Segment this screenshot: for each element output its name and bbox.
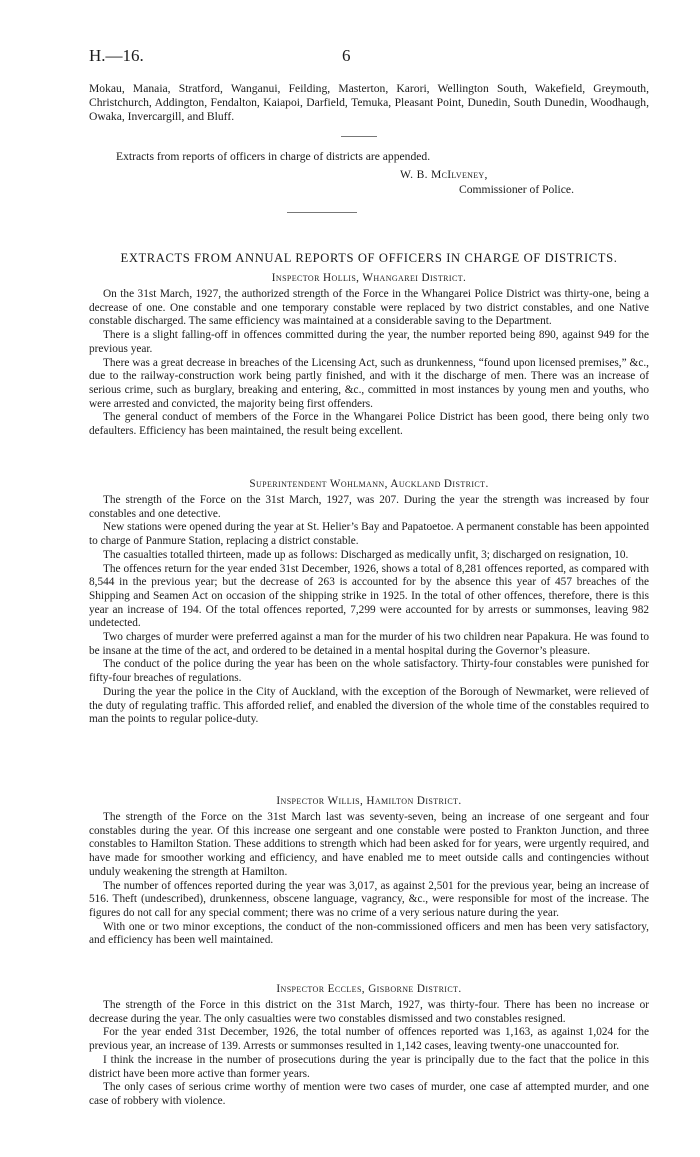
report-paragraph: The strength of the Force on the 31st March last was seventy-seven, being an increase of one sergeant and four constables during the year. Of this increase one sergeant and one constable were posted to Frankton Junction, and three constables to Hamilton Station. These additions to strength which had been asked for for years, were urgently required, and have made for smoother working and efficiency, and have enabled me to meet outside calls and contingencies without unduly weakening the strength at Hamilton. (89, 811, 649, 878)
district-heading: Inspector Willis, Hamilton District. (276, 795, 462, 807)
report-paragraph: With one or two minor exceptions, the conduct of the non-commissioned officers and men has been very satisfactory, and efficiency has been well maintained. (89, 920, 649, 947)
report-paragraph: There was a great decrease in breaches of the Licensing Act, such as drunkenness, “found upon licensed premises,” &c., due to the railway-construction work being partly finished, and with it the discharge of men. There was an increase of serious crime, such as burglary, breaking and entering, &c., committed in most instances by young men and youths, who were arrested and convicted, the majority being first offenders. (89, 356, 649, 410)
signature-block (400, 167, 574, 197)
report-paragraph: The casualties totalled thirteen, made up as follows: Discharged as medically unfit, 3; discharged on resignation, 10. (103, 548, 629, 561)
district-heading: Superintendent Wohlmann, Auckland District. (249, 478, 489, 490)
district-report (89, 288, 649, 439)
district-report (89, 494, 649, 727)
report-paragraph: During the year the police in the City of Auckland, with the exception of the Borough of Newmarket, were relieved of the duty of regulating traffic. This afforded relief, and enabled the diversion of the whole time of the constables required to man the points to regular police-duty. (89, 685, 649, 726)
report-paragraph: The offences return for the year ended 31st December, 1926, shows a total of 8,281 offences reported, as compared with 8,544 in the previous year; but the decrease of 263 is accounted for by the absence this year of 457 breaches of the Shipping and Seamen Act on occasion of the shipping strike in 1925. In the total of other offences, therefore, there is this year an increase of 194. Of the total offences reported, 7,299 were accounted for by arrests or summonses, leaving 982 undetected. (89, 562, 649, 630)
page-number: 6 (342, 46, 351, 65)
report-paragraph: For the year ended 31st December, 1926, the total number of offences reported was 1,163, as against 1,024 for the previous year, an increase of 139. Arrests or summonses resulted in 1,142 cases, leaving twenty-one unaccounted for. (89, 1026, 649, 1053)
district-heading: Inspector Eccles, Gisborne District. (276, 983, 462, 995)
extracts-note: Extracts from reports of officers in charge of districts are appended. (116, 150, 431, 163)
report-paragraph: There is a slight falling-off in offences committed during the year, the number reported being 890, against 949 for the previous year. (89, 329, 649, 355)
page-header (89, 46, 649, 66)
report-paragraph: The general conduct of members of the Force in the Whangarei Police District has been good, there being only two defaulters. Efficiency has been maintained, the result being excellent. (89, 411, 649, 438)
intro-paragraph: Mokau, Manaia, Stratford, Wanganui, Feilding, Masterton, Karori, Wellington South, Wakefield, Greymouth, Christchurch, Addington, Fendalton, Kaiapoi, Darfield, Temuka, Pleasant Point, Dunedin, South Dunedin, Woodhaugh, Owaka, Invercargill, and Bluff. (89, 82, 649, 124)
report-paragraph: The strength of the Force on the 31st March, 1927, was 207. During the year the strength was increased by four constables and one detective. (89, 494, 649, 520)
district-heading: Inspector Hollis, Whangarei District. (271, 272, 467, 284)
report-paragraph: New stations were opened during the year at St. Helier’s Bay and Papatoetoe. A permanent constable has been appointed to charge of Panmure Station, replacing a district constable. (89, 521, 649, 548)
report-paragraph: The number of offences reported during the year was 3,017, as against 2,501 for the previous year, being an increase of 516. Theft (undescribed), drunkenness, obscene language, vagrancy, &c., were responsible for most of the increase. The figures do not call for any special comment; there was no crime of a very serious nature during the year. (89, 879, 649, 919)
report-paragraph: Two charges of murder were preferred against a man for the murder of his two children near Papakura. He was found to be insane at the time of the act, and ordered to be detained in a mental hospital during the Governor’s pleasure. (89, 631, 649, 657)
report-paragraph: The only cases of serious crime worthy of mention were two cases of murder, one case af attempted murder, and one case of robbery with violence. (89, 1081, 649, 1107)
district-report (89, 811, 649, 948)
report-paragraph: On the 31st March, 1927, the authorized strength of the Force in the Whangarei Police District was thirty-one, being a decrease of one. One constable and one temporary constable were replaced by two district constables, and one Native constable discharged. The same efficiency was maintained at a considerable saving to the Department. (89, 288, 649, 328)
report-paragraph: The conduct of the police during the year has been on the whole satisfactory. Thirty-four constables were punished for fifty-four breaches of regulations. (89, 658, 649, 685)
signatory-title: Commissioner of Police. (459, 183, 574, 196)
signatory-name: W. B. McIlveney, (400, 168, 488, 181)
report-paragraph: The strength of the Force in this district on the 31st March, 1927, was thirty-four. There has been no increase or decrease during the year. The only casualties were two constables dismissed and two constables resigned. (89, 999, 649, 1025)
district-report (89, 999, 649, 1109)
main-heading: EXTRACTS FROM ANNUAL REPORTS OF OFFICERS IN CHARGE OF DISTRICTS. (120, 251, 618, 265)
report-code: H.—16. (89, 46, 144, 65)
section-divider (287, 212, 357, 213)
short-divider (341, 136, 377, 137)
report-paragraph: I think the increase in the number of prosecutions during the year is principally due to the fact that the police in this district have been more active than former years. (89, 1053, 649, 1080)
